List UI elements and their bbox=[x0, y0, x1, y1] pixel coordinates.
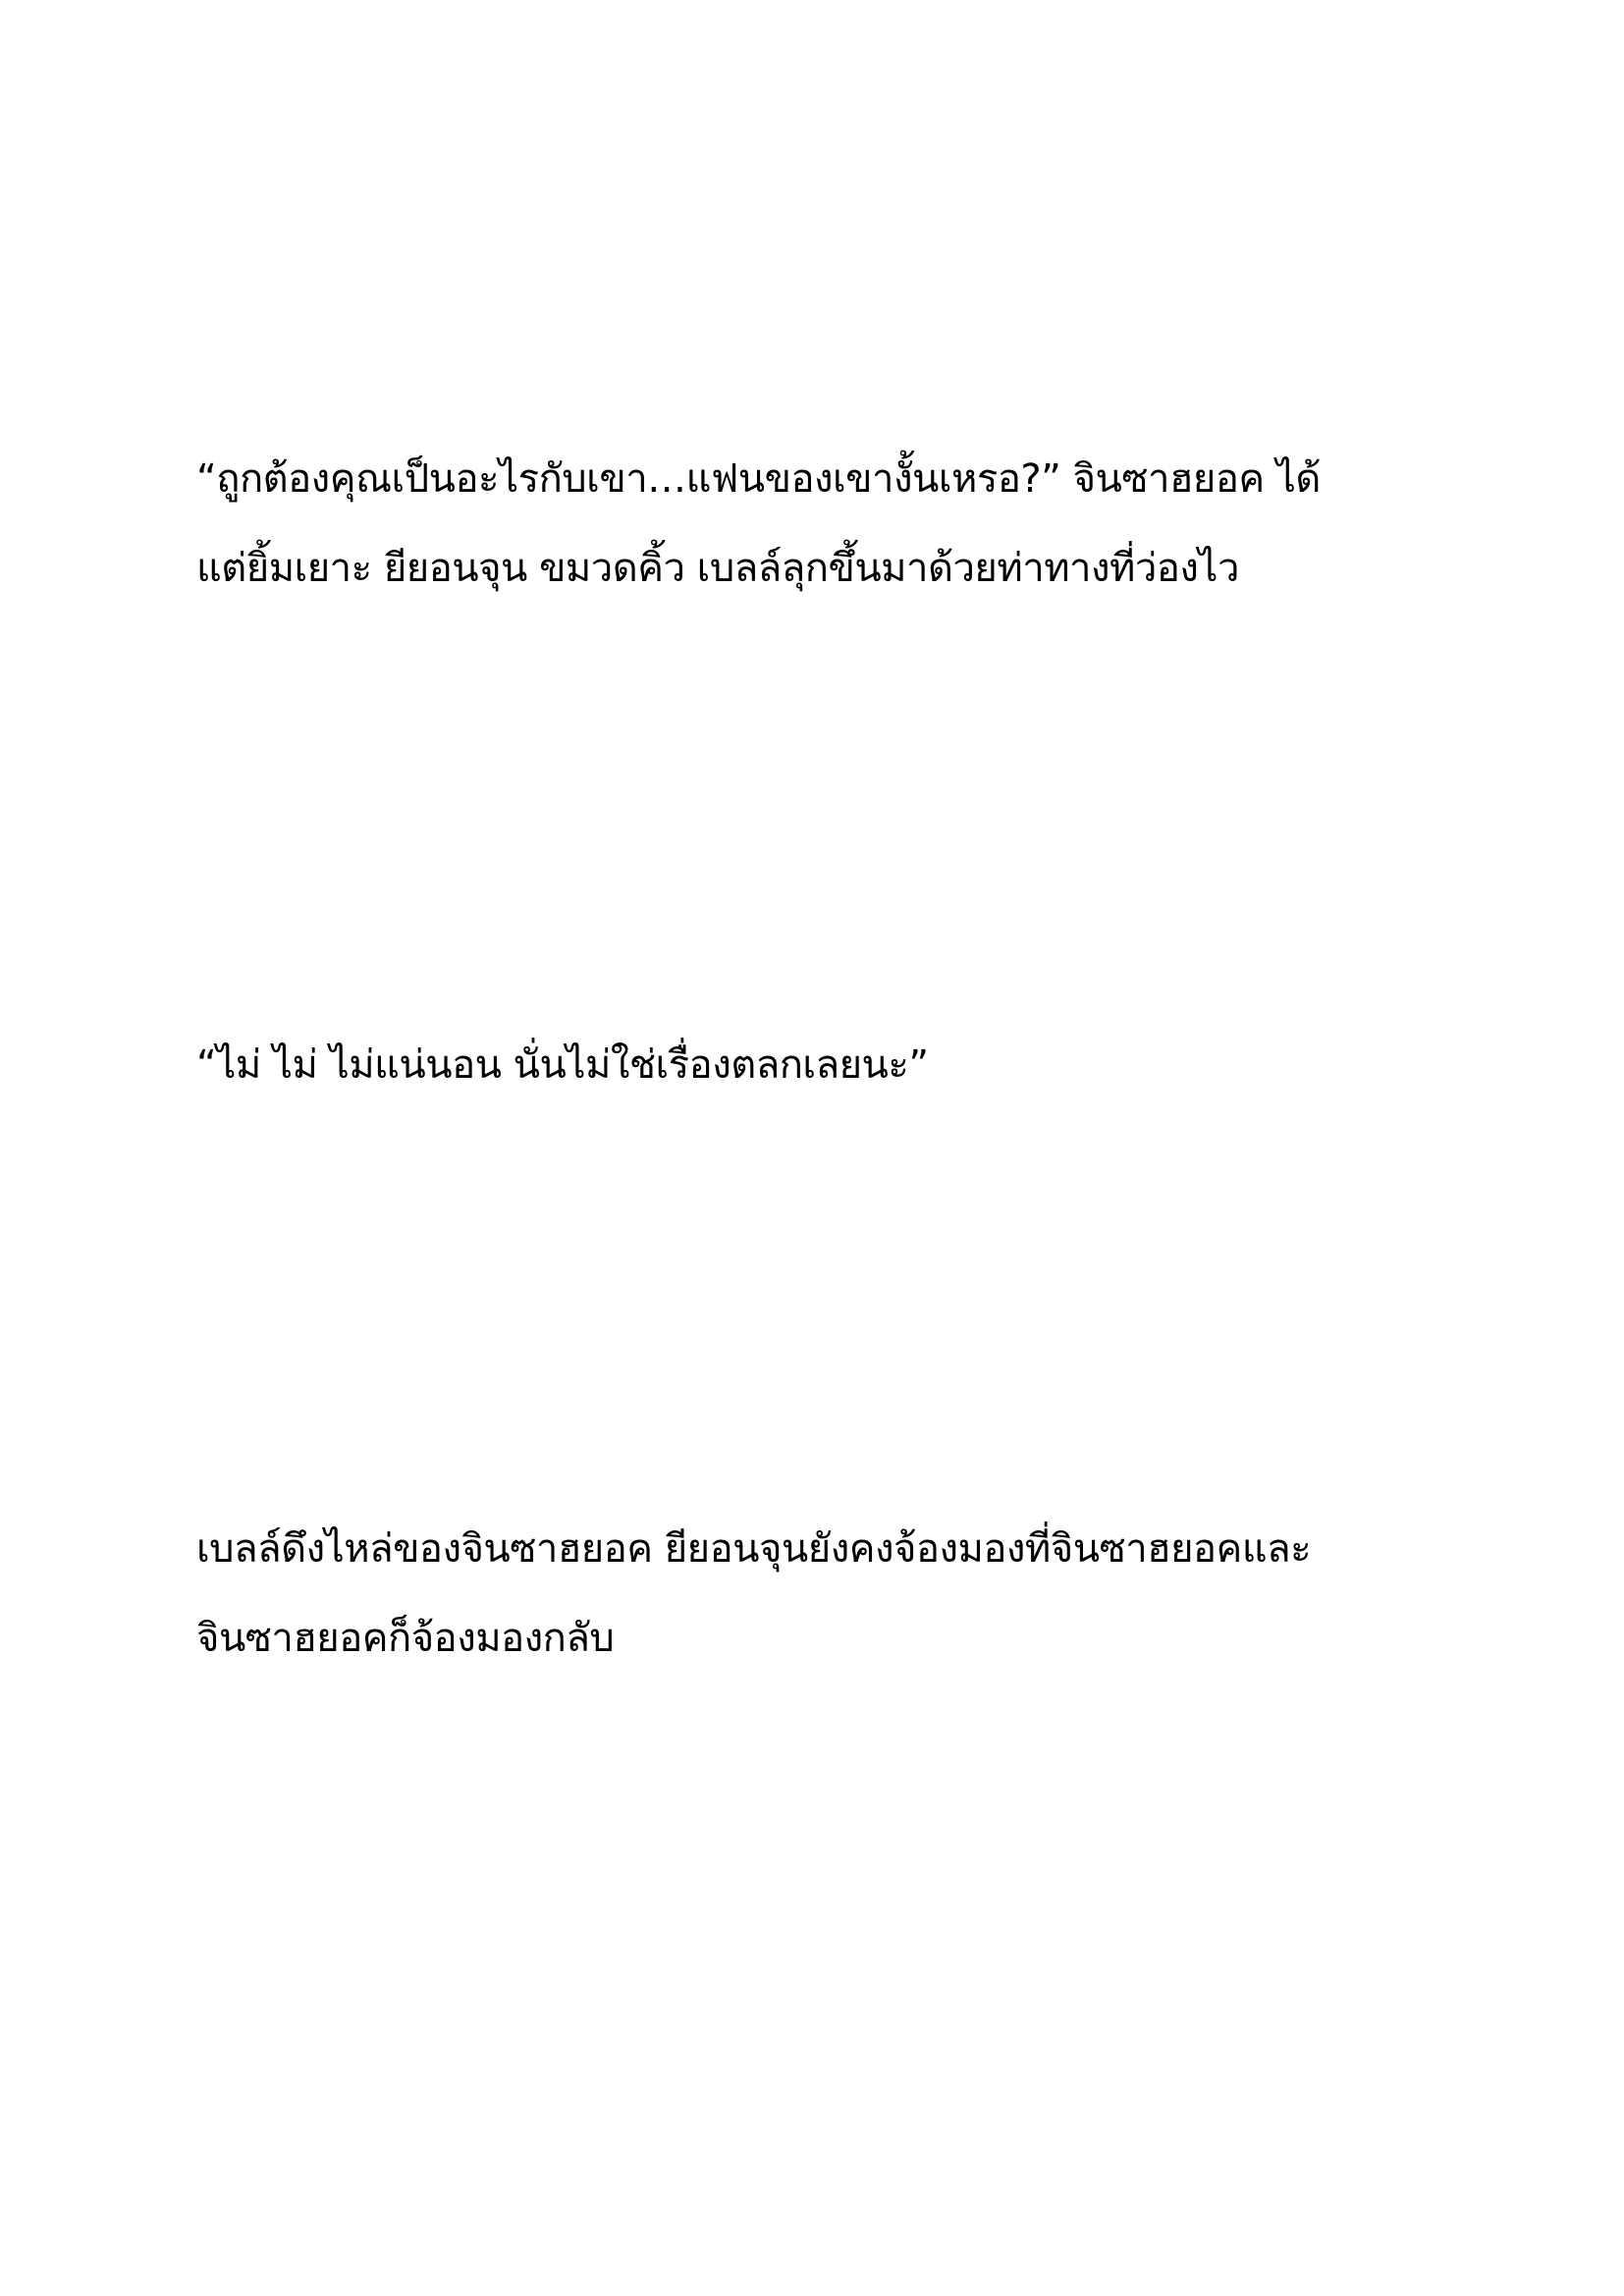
paragraph-dialogue-question bbox=[196, 455, 1434, 592]
paragraph-line: เบลล์ดึงไหล่ของจินซาฮยอค ยียอนจุนยังคงจ้องมองที่จินซาฮยอคและ bbox=[196, 1526, 1312, 1572]
paragraph-line: “ถูกต้องคุณเป็นอะไรกับเขา…แฟนของเขางั้นเหรอ?” จินซาฮยอค ได้ bbox=[196, 456, 1321, 502]
paragraph-line: จินซาฮยอคก็จ้องมองกลับ bbox=[196, 1616, 615, 1661]
paragraph-narration bbox=[196, 1525, 1434, 1662]
paragraph-line: แต่ยิ้มเยาะ ยียอนจุน ขมวดคิ้ว เบลล์ลุกขึ้นมาด้วยท่าทางที่ว่องไว bbox=[196, 546, 1240, 591]
paragraph-dialogue-denial bbox=[196, 1041, 1434, 1089]
paragraph-line: “ไม่ ไม่ ไม่แน่นอน นั่นไม่ใช่เรื่องตลกเลยนะ” bbox=[196, 1042, 929, 1088]
